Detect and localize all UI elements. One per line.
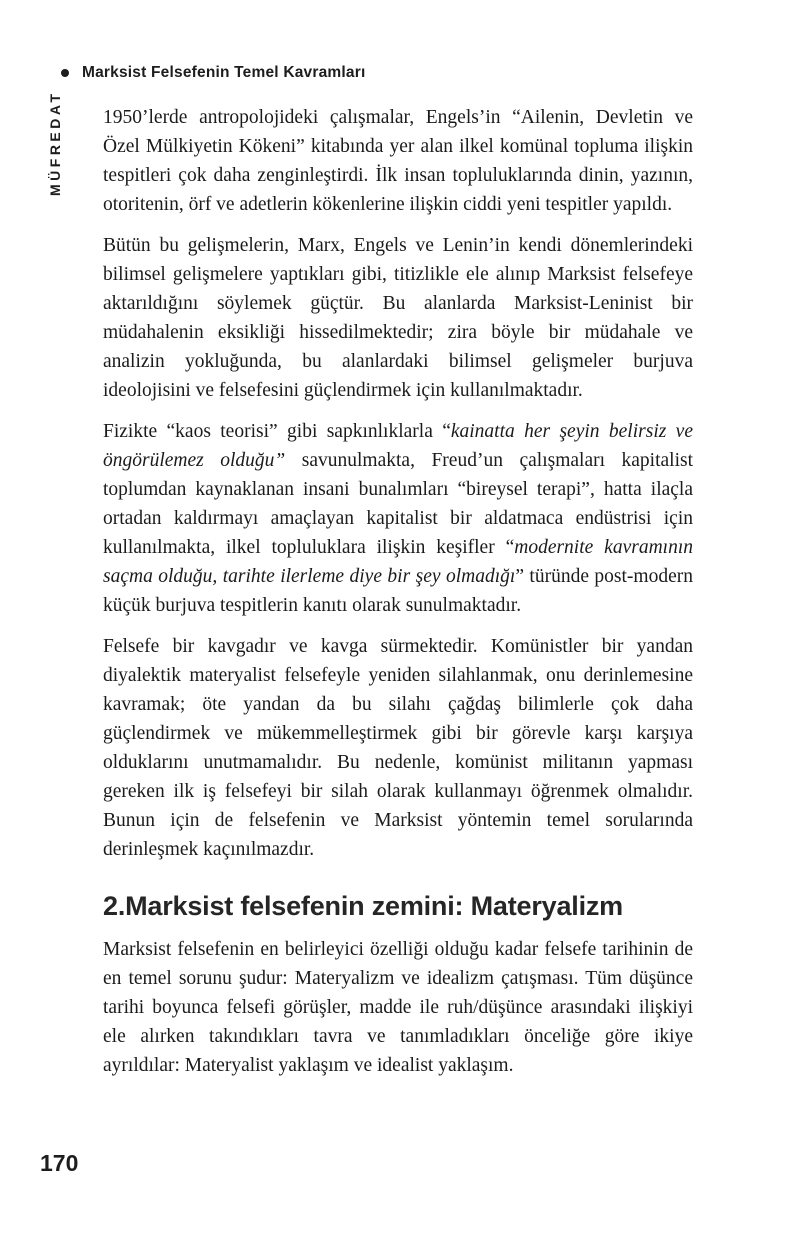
paragraph-text: ” türünde post-modern küçük burjuva tespitlerin kanıtı olarak sunulmaktadır. xyxy=(103,566,693,616)
body-paragraph xyxy=(103,935,693,1080)
body-paragraph xyxy=(103,231,693,405)
page-number: 170 xyxy=(40,1150,79,1176)
sidebar-vertical-label: MÜFREDAT xyxy=(47,90,63,196)
paragraph-text: 1950’lerde antropolojideki çalışmalar, Engels’in “Ailenin, Devletin ve Özel Mülkiyetin Kökeni” kitabında yer alan ilkel komünal topluma ilişkin tespitleri çok daha zenginleştirdi. İlk insan topluluklarında dinin, yazının, otoritenin, örf ve adetlerin kökenlerine ilişkin ciddi yeni tespitler yapıldı. xyxy=(103,107,693,215)
body-paragraph xyxy=(103,417,693,620)
running-header-title: Marksist Felsefenin Temel Kavramları xyxy=(82,64,366,81)
paragraph-text: Bütün bu gelişmelerin, Marx, Engels ve Lenin’in kendi dönemlerindeki bilimsel gelişmelere yaptıkları gibi, titizlikle ele alınıp Marksist felsefeye aktarıldığını söylemek güçtür. Bu alanlarda Marksist-Leninist bir müdahalenin eksikliği hissedilmektedir; zira böyle bir müdahale ve analizin yokluğunda, bu alanlardaki bilimsel gelişmeler burjuva ideolojisini ve felsefesini güçlendirmek için kullanılmaktadır. xyxy=(103,235,693,401)
content-blocks xyxy=(103,103,693,1092)
running-header xyxy=(61,64,365,82)
body-paragraph xyxy=(103,103,693,219)
paragraph-text: Felsefe bir kavgadır ve kavga sürmektedir. Komünistler bir yandan diyalektik materyalist felsefeyle yeniden silahlanmak, onu derinlemesine kavramak; öte yandan da bu silahı çağdaş bilimlerle çok daha güçlendirmek ve mükemmelleştirmek gibi bir görevle karşı karşıya olduklarını unutmamalıdır. Bu nedenle, komünist militanın yapması gereken ilk iş felsefeyi bir silah olarak kullanmayı öğrenmek olmalıdır. Bunun için de felsefenin ve Marksist yöntemin temel sorularında derinleşmek kaçınılmazdır. xyxy=(103,636,693,860)
paragraph-text: Fizikte “kaos teorisi” gibi sapkınlıklarla “ xyxy=(103,421,451,442)
section-heading: 2.Marksist felsefenin zemini: Materyalizm xyxy=(103,891,623,921)
italic-quote-text: kainatta her şeyin belirsiz ve öngörülemez olduğu” xyxy=(103,421,693,471)
paragraph-text: savunulmakta, Freud’un çalışmaları kapitalist toplumdan kaynaklanan insani bunalımları “bireysel terapi”, hatta ilaçla ortadan kaldırmayı amaçlayan kapitalist bir aldatmaca endüstrisi için kullanılmakta, ilkel topluluklara ilişkin keşifler “ xyxy=(103,450,694,558)
italic-quote-text: modernite kavramının saçma olduğu, tarihte ilerleme diye bir şey olmadığı xyxy=(103,537,693,587)
header-bullet-icon xyxy=(61,69,69,77)
paragraph-text: Marksist felsefenin en belirleyici özelliği olduğu kadar felsefe tarihinin de en temel sorunu şudur: Materyalizm ve idealizm çatışması. Tüm düşünce tarihi boyunca felsefi görüşler, madde ile ruh/düşünce arasındaki ilişkiyi ele alırken takındıkları tavra ve tanımladıkları önceliğe göre ikiye ayrıldılar: Materyalist yaklaşım ve idealist yaklaşım. xyxy=(103,939,693,1076)
body-paragraph xyxy=(103,632,693,864)
